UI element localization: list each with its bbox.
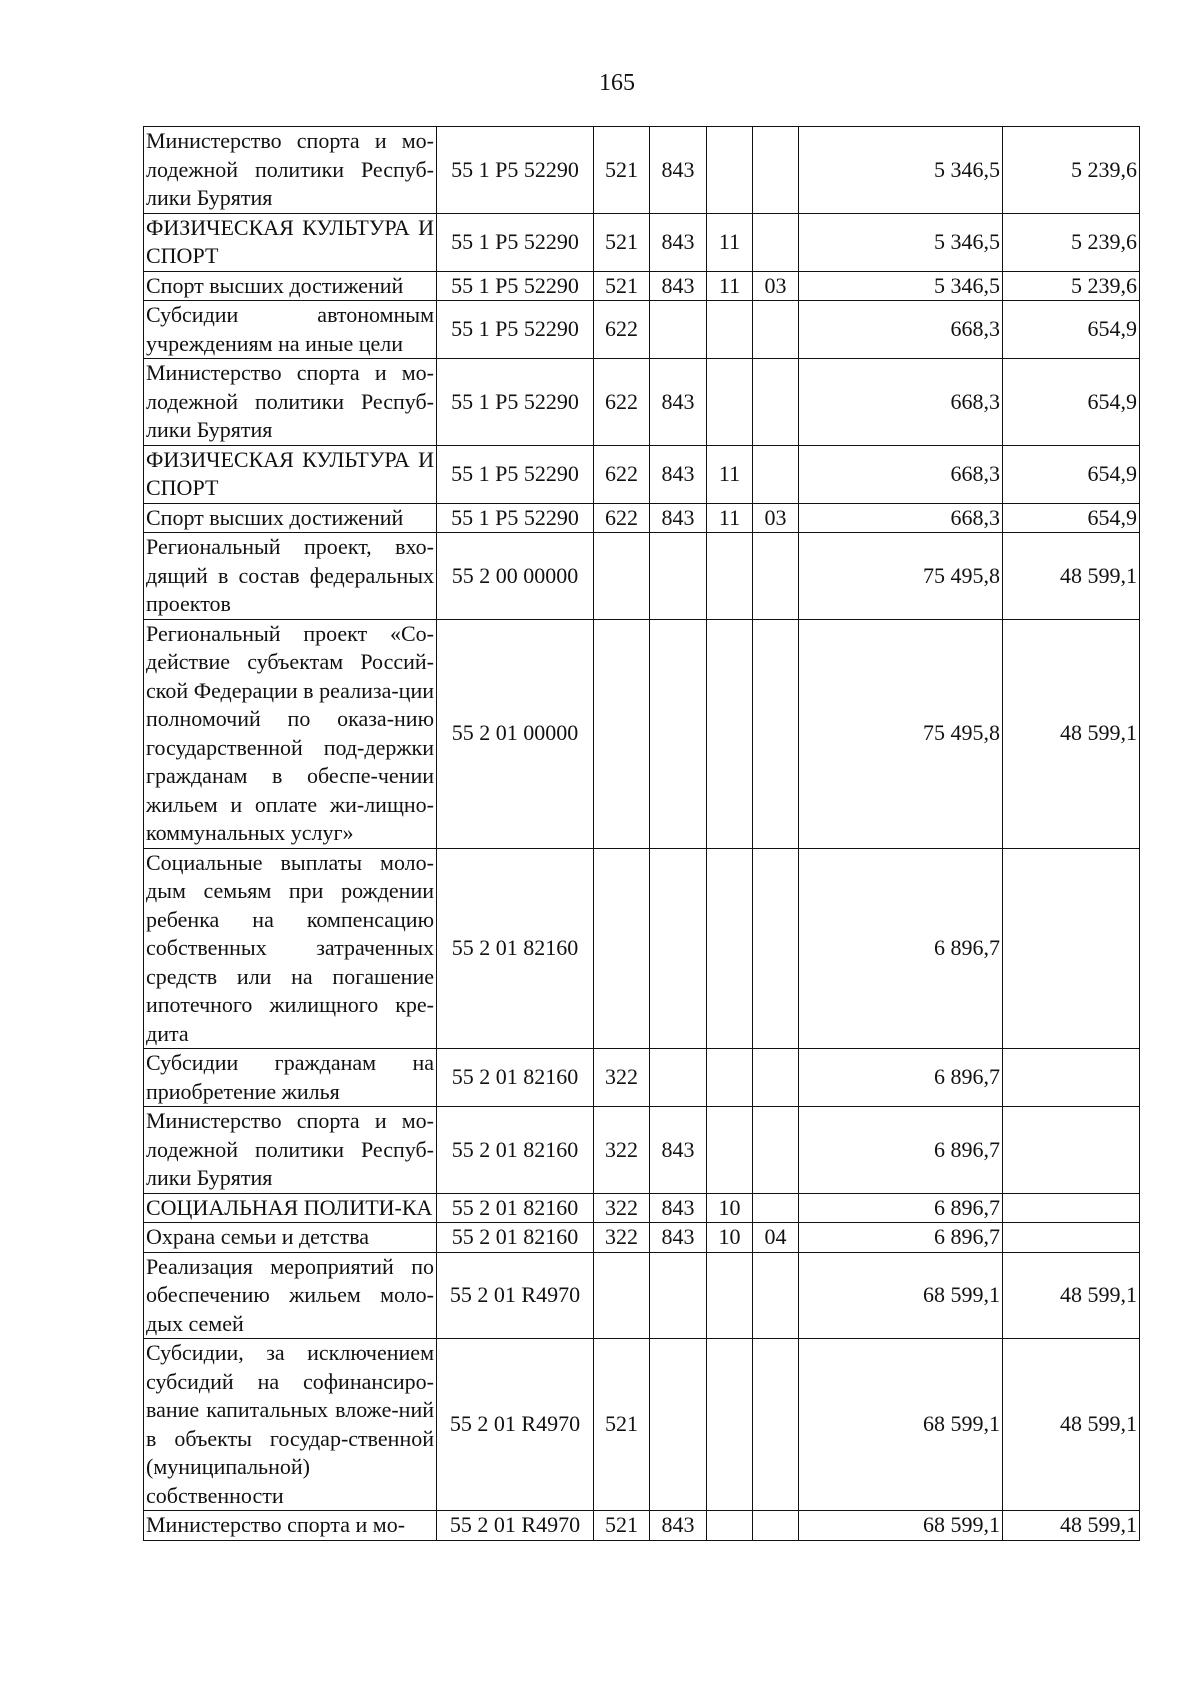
cell-ministry-code xyxy=(650,1049,707,1107)
cell-section: 10 xyxy=(707,1223,753,1253)
page-number: 165 xyxy=(599,70,635,96)
table-row xyxy=(144,359,1140,446)
cell-section xyxy=(707,1511,753,1541)
cell-ministry-code: 843 xyxy=(650,213,707,271)
cell-expense-type: 322 xyxy=(594,1049,650,1107)
cell-subsection: 03 xyxy=(753,503,799,533)
cell-subsection: 04 xyxy=(753,1223,799,1253)
cell-expense-type: 521 xyxy=(594,1339,650,1511)
cell-target-code: 55 2 01 82160 xyxy=(437,1107,594,1194)
cell-name: Социальные выплаты моло-дым семьям при рождении ребенка на компенсацию собственных затраченных средств или на погашение ипотечного жилищного кре-дита xyxy=(144,848,437,1049)
cell-target-code: 55 1 P5 52290 xyxy=(437,445,594,503)
cell-ministry-code: 843 xyxy=(650,1107,707,1194)
cell-section xyxy=(707,1107,753,1194)
cell-ministry-code xyxy=(650,619,707,848)
cell-ministry-code xyxy=(650,533,707,620)
cell-subsection xyxy=(753,619,799,848)
cell-amount-2 xyxy=(1003,1049,1140,1107)
cell-name: Субсидии гражданам на приобретение жилья xyxy=(144,1049,437,1107)
cell-amount-1: 68 599,1 xyxy=(799,1252,1003,1339)
cell-name: ФИЗИЧЕСКАЯ КУЛЬТУРА И СПОРТ xyxy=(144,445,437,503)
cell-name: Региональный проект «Со-действие субъектам Россий-ской Федерации в реализа-ции полномочий по оказа-нию государственной под-держки гражданам в обеспе-чении жильем и оплате жи-лищно-коммунальных услуг» xyxy=(144,619,437,848)
cell-subsection xyxy=(753,1511,799,1541)
cell-target-code: 55 2 01 R4970 xyxy=(437,1339,594,1511)
cell-name: ФИЗИЧЕСКАЯ КУЛЬТУРА И СПОРТ xyxy=(144,213,437,271)
cell-name: Субсидии автономным учреждениям на иные цели xyxy=(144,301,437,359)
cell-expense-type xyxy=(594,533,650,620)
table-row xyxy=(144,1339,1140,1511)
cell-section: 11 xyxy=(707,503,753,533)
cell-ministry-code: 843 xyxy=(650,127,707,214)
cell-target-code: 55 2 01 82160 xyxy=(437,848,594,1049)
cell-ministry-code: 843 xyxy=(650,1193,707,1223)
cell-expense-type: 322 xyxy=(594,1107,650,1194)
cell-amount-1: 68 599,1 xyxy=(799,1511,1003,1541)
cell-target-code: 55 2 01 82160 xyxy=(437,1049,594,1107)
cell-expense-type: 521 xyxy=(594,271,650,301)
cell-expense-type: 622 xyxy=(594,445,650,503)
cell-section: 11 xyxy=(707,445,753,503)
cell-section xyxy=(707,127,753,214)
table-row xyxy=(144,213,1140,271)
cell-amount-1: 75 495,8 xyxy=(799,533,1003,620)
cell-subsection xyxy=(753,1049,799,1107)
cell-amount-2: 48 599,1 xyxy=(1003,533,1140,620)
table-row xyxy=(144,1193,1140,1223)
cell-section xyxy=(707,533,753,620)
cell-amount-1: 668,3 xyxy=(799,301,1003,359)
cell-amount-2: 48 599,1 xyxy=(1003,619,1140,848)
table-row xyxy=(144,301,1140,359)
cell-target-code: 55 2 01 R4970 xyxy=(437,1511,594,1541)
cell-amount-1: 5 346,5 xyxy=(799,271,1003,301)
cell-expense-type xyxy=(594,619,650,848)
cell-amount-2 xyxy=(1003,1193,1140,1223)
table-row xyxy=(144,1223,1140,1253)
cell-subsection xyxy=(753,848,799,1049)
cell-amount-1: 6 896,7 xyxy=(799,1223,1003,1253)
cell-section xyxy=(707,619,753,848)
table-row xyxy=(144,445,1140,503)
cell-amount-1: 668,3 xyxy=(799,359,1003,446)
cell-expense-type: 622 xyxy=(594,503,650,533)
cell-target-code: 55 1 P5 52290 xyxy=(437,213,594,271)
cell-ministry-code: 843 xyxy=(650,503,707,533)
cell-amount-2: 5 239,6 xyxy=(1003,127,1140,214)
cell-ministry-code xyxy=(650,848,707,1049)
cell-target-code: 55 2 01 82160 xyxy=(437,1193,594,1223)
cell-expense-type: 322 xyxy=(594,1223,650,1253)
table-row xyxy=(144,533,1140,620)
table-row xyxy=(144,1049,1140,1107)
cell-ministry-code xyxy=(650,1252,707,1339)
cell-subsection xyxy=(753,1107,799,1194)
cell-name: Министерство спорта и мо-лодежной политики Респуб-лики Бурятия xyxy=(144,359,437,446)
cell-amount-1: 6 896,7 xyxy=(799,1193,1003,1223)
cell-amount-1: 6 896,7 xyxy=(799,1107,1003,1194)
cell-section xyxy=(707,1339,753,1511)
cell-section xyxy=(707,1252,753,1339)
cell-amount-2: 654,9 xyxy=(1003,359,1140,446)
cell-expense-type: 622 xyxy=(594,301,650,359)
cell-amount-1: 6 896,7 xyxy=(799,1049,1003,1107)
cell-subsection xyxy=(753,1339,799,1511)
cell-name: Региональный проект, вхо-дящий в состав федеральных проектов xyxy=(144,533,437,620)
cell-target-code: 55 2 00 00000 xyxy=(437,533,594,620)
cell-ministry-code xyxy=(650,1339,707,1511)
cell-ministry-code: 843 xyxy=(650,271,707,301)
cell-name: СОЦИАЛЬНАЯ ПОЛИТИ-КА xyxy=(144,1193,437,1223)
cell-ministry-code: 843 xyxy=(650,1223,707,1253)
cell-amount-1: 5 346,5 xyxy=(799,213,1003,271)
cell-expense-type: 622 xyxy=(594,359,650,446)
table-row xyxy=(144,127,1140,214)
cell-target-code: 55 1 P5 52290 xyxy=(437,271,594,301)
cell-amount-2 xyxy=(1003,1107,1140,1194)
table-row xyxy=(144,619,1140,848)
cell-subsection xyxy=(753,301,799,359)
cell-section xyxy=(707,848,753,1049)
cell-expense-type xyxy=(594,848,650,1049)
cell-expense-type: 521 xyxy=(594,1511,650,1541)
cell-target-code: 55 1 P5 52290 xyxy=(437,359,594,446)
cell-name: Министерство спорта и мо-лодежной политики Респуб-лики Бурятия xyxy=(144,127,437,214)
cell-amount-2: 48 599,1 xyxy=(1003,1511,1140,1541)
cell-name: Спорт высших достижений xyxy=(144,503,437,533)
cell-subsection xyxy=(753,359,799,446)
cell-name: Реализация мероприятий по обеспечению жильем моло-дых семей xyxy=(144,1252,437,1339)
cell-expense-type xyxy=(594,1252,650,1339)
cell-amount-1: 68 599,1 xyxy=(799,1339,1003,1511)
cell-subsection xyxy=(753,445,799,503)
table-row xyxy=(144,503,1140,533)
cell-target-code: 55 2 01 82160 xyxy=(437,1223,594,1253)
table-row xyxy=(144,1511,1140,1541)
table-row xyxy=(144,848,1140,1049)
cell-amount-2: 5 239,6 xyxy=(1003,213,1140,271)
cell-amount-2: 48 599,1 xyxy=(1003,1252,1140,1339)
cell-name: Министерство спорта и мо- xyxy=(144,1511,437,1541)
cell-expense-type: 521 xyxy=(594,213,650,271)
cell-amount-1: 6 896,7 xyxy=(799,848,1003,1049)
cell-subsection: 03 xyxy=(753,271,799,301)
cell-section: 10 xyxy=(707,1193,753,1223)
cell-amount-1: 5 346,5 xyxy=(799,127,1003,214)
cell-section xyxy=(707,301,753,359)
cell-target-code: 55 2 01 R4970 xyxy=(437,1252,594,1339)
cell-name: Министерство спорта и мо-лодежной политики Респуб-лики Бурятия xyxy=(144,1107,437,1194)
cell-subsection xyxy=(753,213,799,271)
cell-amount-2: 5 239,6 xyxy=(1003,271,1140,301)
cell-subsection xyxy=(753,533,799,620)
cell-ministry-code xyxy=(650,301,707,359)
cell-target-code: 55 1 P5 52290 xyxy=(437,503,594,533)
cell-amount-1: 668,3 xyxy=(799,503,1003,533)
cell-section: 11 xyxy=(707,213,753,271)
cell-name: Субсидии, за исключением субсидий на софинансиро-вание капитальных вложе-ний в объекты государ-ственной (муниципальной) собственности xyxy=(144,1339,437,1511)
cell-expense-type: 521 xyxy=(594,127,650,214)
cell-amount-2: 48 599,1 xyxy=(1003,1339,1140,1511)
cell-ministry-code: 843 xyxy=(650,445,707,503)
cell-subsection xyxy=(753,1193,799,1223)
table-row xyxy=(144,1252,1140,1339)
cell-name: Охрана семьи и детства xyxy=(144,1223,437,1253)
cell-target-code: 55 1 P5 52290 xyxy=(437,301,594,359)
cell-section xyxy=(707,1049,753,1107)
cell-amount-2: 654,9 xyxy=(1003,445,1140,503)
cell-name: Спорт высших достижений xyxy=(144,271,437,301)
cell-amount-2: 654,9 xyxy=(1003,301,1140,359)
cell-expense-type: 322 xyxy=(594,1193,650,1223)
cell-section xyxy=(707,359,753,446)
cell-target-code: 55 2 01 00000 xyxy=(437,619,594,848)
cell-section: 11 xyxy=(707,271,753,301)
cell-amount-1: 668,3 xyxy=(799,445,1003,503)
cell-subsection xyxy=(753,127,799,214)
cell-amount-2 xyxy=(1003,1223,1140,1253)
cell-ministry-code: 843 xyxy=(650,1511,707,1541)
cell-target-code: 55 1 P5 52290 xyxy=(437,127,594,214)
cell-amount-2 xyxy=(1003,848,1140,1049)
budget-table xyxy=(143,126,1140,1541)
budget-table-body xyxy=(144,127,1140,1541)
table-row xyxy=(144,1107,1140,1194)
cell-subsection xyxy=(753,1252,799,1339)
cell-amount-1: 75 495,8 xyxy=(799,619,1003,848)
cell-amount-2: 654,9 xyxy=(1003,503,1140,533)
cell-ministry-code: 843 xyxy=(650,359,707,446)
table-row xyxy=(144,271,1140,301)
